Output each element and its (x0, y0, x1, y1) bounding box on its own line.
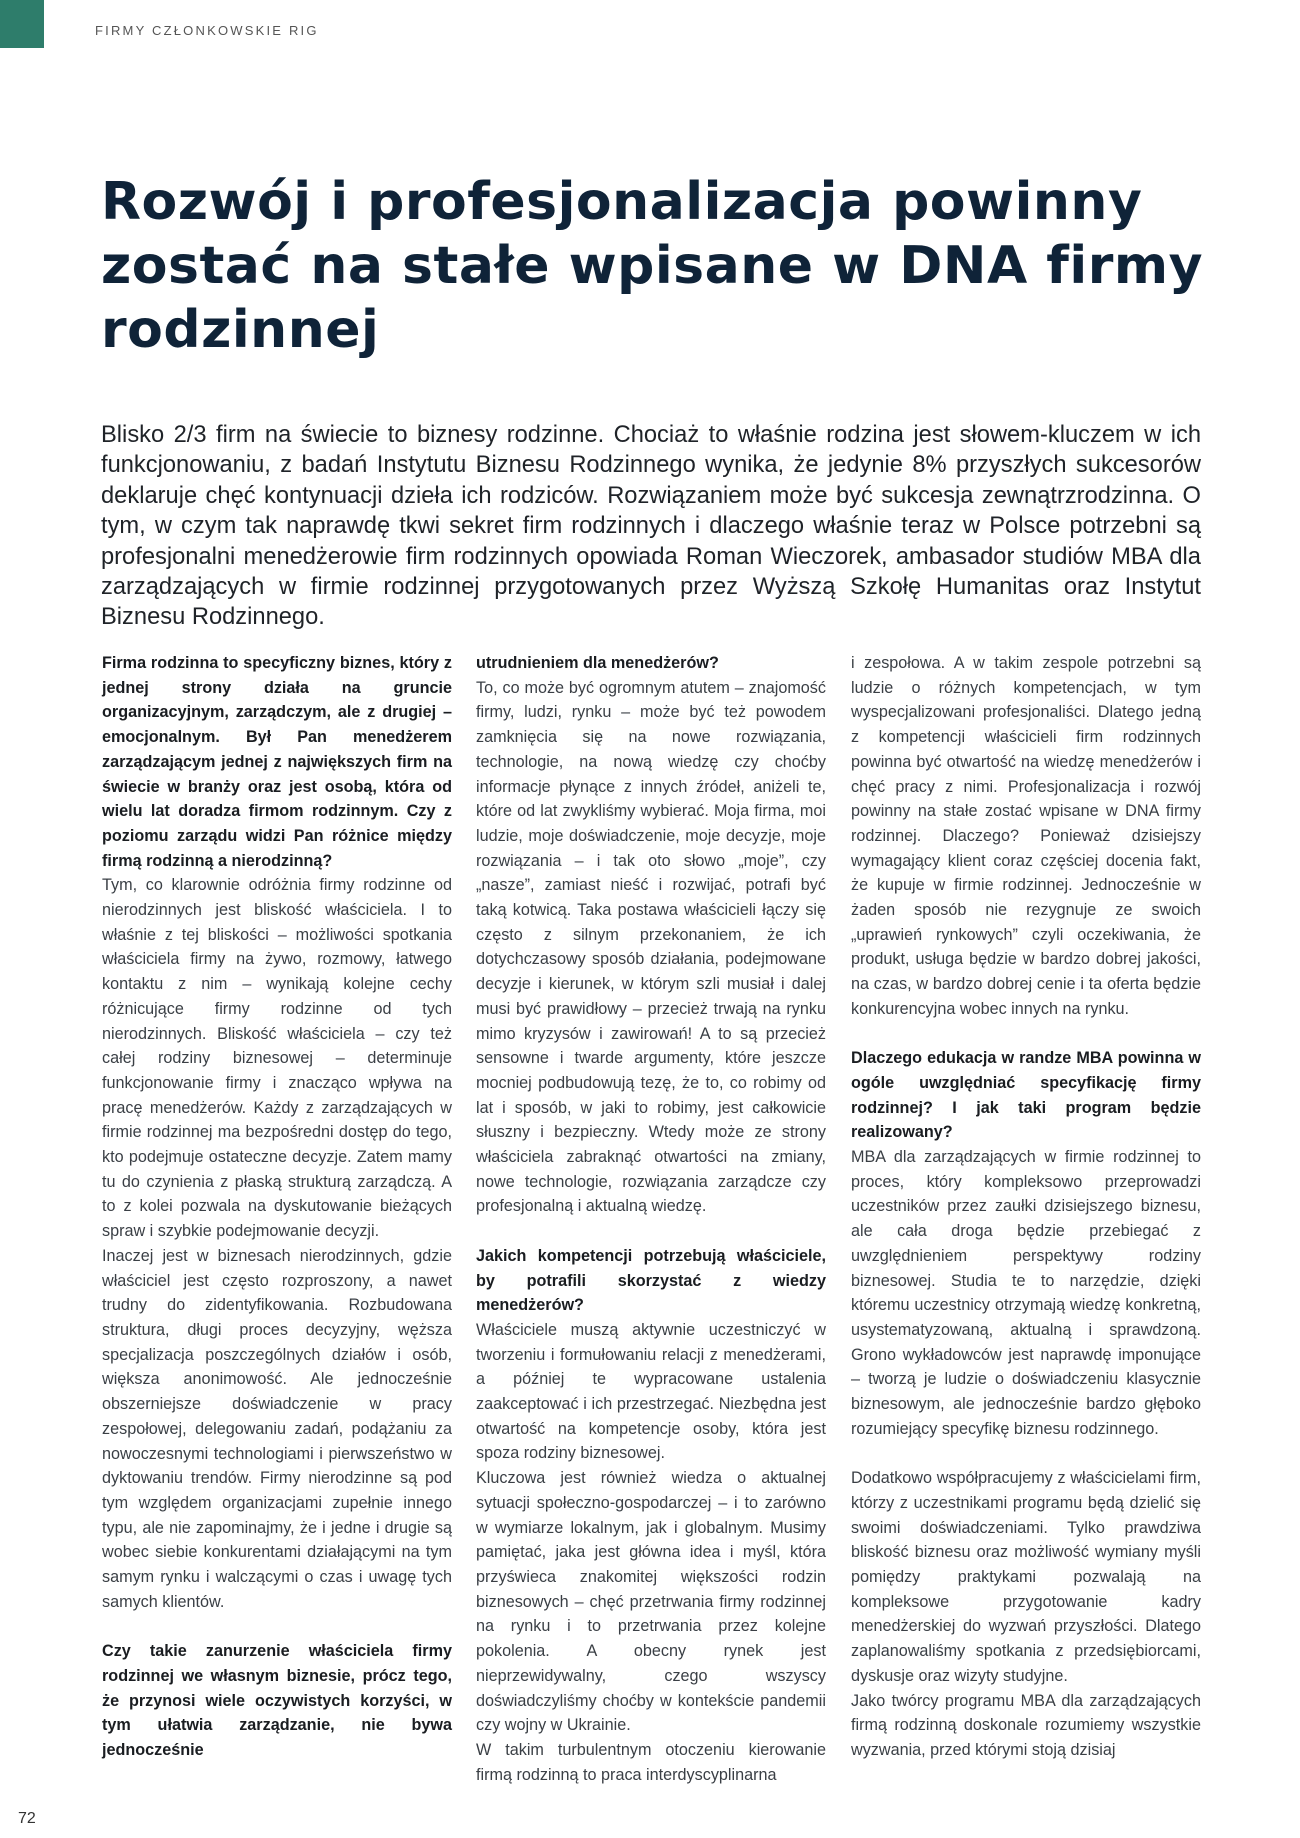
running-head: FIRMY CZŁONKOWSKIE RIG (95, 23, 319, 38)
interview-answer: Kluczowa jest również wiedza o aktualnej sytuacji społeczno-gospodarczej – i to zarówno w wymiarze lokalnym, jak i globalnym. Musimy pamiętać, jaka jest główna idea i myśl, która przyświeca znakomitej większości rodzin biznesowych – chęć przetrwania firmy rodzinnej na rynku i to przetrwania przez kolejne pokolenia. A obecny rynek jest nieprzewidywalny, czego wszyscy doświadczyliśmy choćby w kontekście pandemii czy wojny w Ukrainie. (476, 1469, 826, 1735)
interview-question: Czy takie zanurzenie właściciela firmy rodzinnej we własnym biznesie, prócz tego, że przynosi wiele oczywistych korzyści, w tym ułatwia zarządzanie, nie bywa jednocześnie (102, 1642, 452, 1759)
accent-block (0, 0, 44, 48)
interview-answer: Tym, co klarownie odróżnia firmy rodzinne od nierodzinnych jest bliskość właściciela. I to właśnie z tej bliskości – możliwości spotkania właściciela firmy na żywo, rozmowy, łatwego kontaktu z nim – wynikają kolejne cechy różnicujące firmy rodzinne od tych nierodzinnych. Bliskość właściciela – czy też całej rodziny biznesowej – determinuje funkcjonowanie firmy i znacząco wpływa na pracę menedżerów. Każdy z zarządzających w firmie rodzinnej ma bezpośredni dostęp do tego, kto podejmuje ostateczne decyzje. Zatem mamy tu do czynienia z płaską strukturą zarządczą. A to z kolei pozwala na dyskutowanie bieżących spraw i szybkie podejmowanie decyzji. (102, 876, 452, 1241)
interview-answer: Właściciele muszą aktywnie uczestniczyć w tworzeniu i formułowaniu relacji z menedżerami, a później te wypracowane ustalenia zaakceptować i ich przestrzegać. Niezbędna jest otwartość na kompetencje osoby, która jest spoza rodziny biznesowej. (476, 1320, 826, 1463)
interview-answer: Jako twórcy programu MBA dla zarządzających firmą rodzinną doskonale rozumiemy wszystkie wyzwania, przed którymi stoją dzisiaj (851, 1691, 1201, 1759)
article-lead: Blisko 2/3 firm na świecie to biznesy rodzinne. Chociaż to właśnie rodzina jest słowem-kluczem w ich funkcjonowaniu, z badań Instytutu Biznesu Rodzinnego wynika, że jedynie 8% przyszłych sukcesorów deklaruje chęć kontynuacji dzieła ich rodziców. Rozwiązaniem może być sukcesja zewnątrzrodzinna. O tym, w czym tak naprawdę tkwi sekret firm rodzinnych i dlaczego właśnie teraz w Polsce potrzebni są profesjonalni menedżerowie firm rodzinnych opowiada Roman Wieczorek, ambasador studiów MBA dla zarządzających w firmie rodzinnej przygotowanych przez Wyższą Szkołę Humanitas oraz Instytut Biznesu Rodzinnego. (101, 422, 1201, 631)
interview-question: utrudnieniem dla menedżerów? (476, 654, 719, 672)
interview-answer: MBA dla zarządzających w firmie rodzinnej to proces, który kompleksowo przeprowadzi uczestników przez zaułki dzisiejszego biznesu, ale cała droga będzie przebiegać z uwzględnieniem perspektywy rodziny biznesowej. Studia te to narzędzie, dzięki któremu uczestnicy otrzymają wiedzę konkretną, usystematyzowaną, aktualną i sprawdzoną. Grono wykładowców jest naprawdę imponujące – tworzą je ludzie o doświadczeniu klasycznie biznesowym, ale jednocześnie bardzo głęboko rozumiejący specyfikę biznesu rodzinnego. (851, 1148, 1201, 1438)
column-1 (102, 651, 452, 1763)
column-2 (476, 651, 826, 1787)
interview-answer: Inaczej jest w biznesach nierodzinnych, gdzie właściciel jest często rozproszony, a nawet trudny do zidentyfikowania. Rozbudowana struktura, długi proces decyzyjny, węższa specjalizacja poszczególnych działów i osób, większa anonimowość. Ale jednocześnie obszerniejsze doświadczenie w pracy zespołowej, delegowaniu zadań, podążaniu za nowoczesnymi technologiami i pierwszeństwo w dyktowaniu trendów. Firmy nierodzinne są pod tym względem organizacjami zupełnie innego typu, ale nie zapominajmy, że i jedne i drugie są wobec siebie konkurentami działającymi na tym samym rynku i walczącymi o czas i uwagę tych samych klientów. (102, 1246, 452, 1611)
interview-question: Jakich kompetencji potrzebują właściciele, by potrafili skorzystać z wiedzy menedżerów? (476, 1246, 826, 1315)
interview-answer: Dodatkowo współpracujemy z właścicielami firm, którzy z uczestnikami programu będą dzielić się swoimi doświadczeniami. Tylko prawdziwa bliskość biznesu oraz możliwość wymiany myśli pomiędzy praktykami pozwalają na kompleksowe przygotowanie kadry menedżerskiej do wyzwań przyszłości. Dlatego zaplanowaliśmy spotkania z przedsiębiorcami, dyskusje oraz wizyty studyjne. (851, 1469, 1201, 1685)
column-3 (851, 651, 1201, 1763)
article-title: Rozwój i profesjonalizacja powinny zostać na stałe wpisane w DNA firmy rodzinnej (101, 172, 1203, 360)
interview-question: Dlaczego edukacja w randze MBA powinna w ogóle uwzględniać specyfikację firmy rodzinnej? I jak taki program będzie realizowany? (851, 1049, 1201, 1142)
page-number: 72 (18, 1810, 36, 1827)
interview-question: Firma rodzinna to specyficzny biznes, który z jednej strony działa na gruncie organizacyjnym, zarządczym, ale z drugiej – emocjonalnym. Był Pan menedżerem zarządzającym jednej z największych firm na świecie w branży oraz jest osobą, która od wielu lat doradza firmom rodzinnym. Czy z poziomu zarządu widzi Pan różnice między firmą rodzinną a nierodzinną? (102, 654, 452, 870)
interview-answer: To, co może być ogromnym atutem – znajomość firmy, ludzi, rynku – może być też powodem zamknięcia się na nowe rozwiązania, technologie, na nową wiedzę czy choćby informacje płynące z innych źródeł, aniżeli te, które od lat zwykliśmy wybierać. Moja firma, moi ludzie, moje doświadczenie, moje decyzje, moje rozwiązania – i tak oto słowo „moje”, czy „nasze”, zamiast nieść i rozwijać, potrafi być taką kotwicą. Taka postawa właścicieli łączy się często z silnym przekonaniem, że ich dotychczasowy sposób działania, podejmowane decyzje i kierunek, w którym szli musiał i dalej musi być prawidłowy – przecież trwają na rynku mimo kryzysów i zawirowań! A to są przecież sensowne i twarde argumenty, które jeszcze mocniej podbudowują tezę, że to, co robimy od lat i sposób, w jaki to robimy, jest całkowicie słuszny i bezpieczny. Wtedy może ze strony właściciela zabraknąć otwartości na zmiany, nowe technologie, rozwiązania zarządcze czy profesjonalną i aktualną wiedzę. (476, 678, 826, 1216)
interview-answer: i zespołowa. A w takim zespole potrzebni są ludzie o różnych kompetencjach, w tym wyspecjalizowani profesjonaliści. Dlatego jedną z kompetencji właścicieli firm rodzinnych powinna być otwartość na wiedzę menedżerów i chęć pracy z nimi. Profesjonalizacja i rozwój powinny na stałe zostać wpisane w DNA firmy rodzinnej. Dlaczego? Ponieważ dzisiejszy wymagający klient coraz częściej docenia fakt, że kupuje w firmie rodzinnej. Jednocześnie w żaden sposób nie rezygnuje ze swoich „uprawień rynkowych” czyli oczekiwania, że produkt, usługa będzie w bardzo dobrej jakości, na czas, w bardzo dobrej cenie i ta oferta będzie konkurencyjna wobec innych na rynku. (851, 654, 1201, 1018)
interview-answer: W takim turbulentnym otoczeniu kierowanie firmą rodzinną to praca interdyscyplinarna (476, 1740, 826, 1784)
